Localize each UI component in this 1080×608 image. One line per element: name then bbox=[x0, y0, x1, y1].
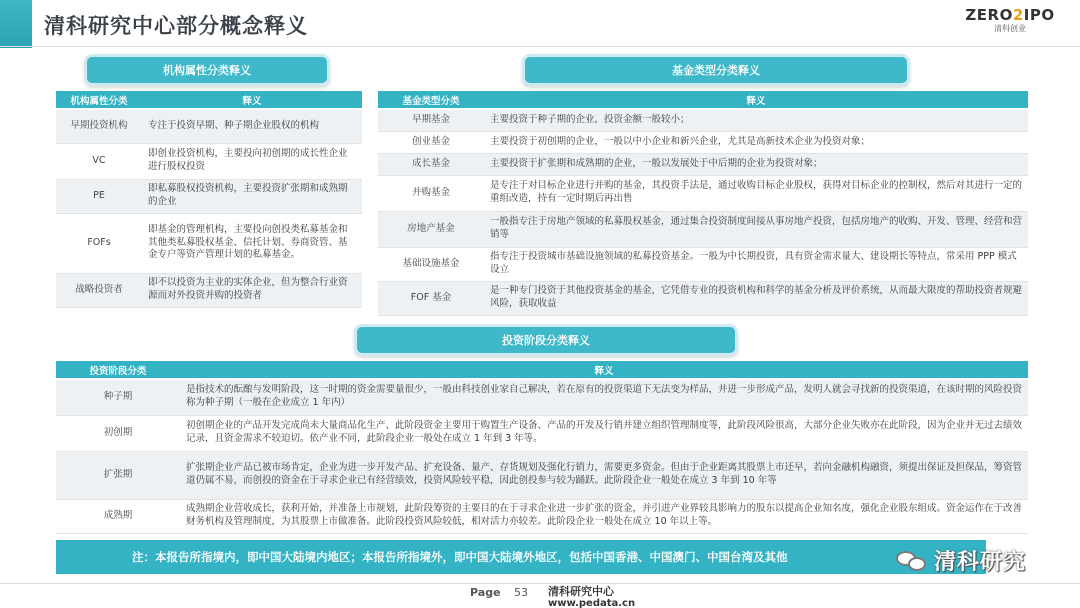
page-label: Page bbox=[470, 586, 501, 599]
table-header-row bbox=[378, 91, 1028, 109]
table-row bbox=[56, 213, 362, 273]
logo-text-mid: 2 bbox=[1012, 6, 1024, 24]
row-definition: 主要投资于扩张期和成熟期的企业，一般以发展处于中后期的企业为投资对象； bbox=[484, 153, 1028, 175]
title-divider bbox=[0, 46, 1080, 47]
footer-url: www.pedata.cn bbox=[548, 598, 636, 608]
footnote-banner: 注：本报告所指境内，即中国大陆境内地区；本报告所指境外，即中国大陆境外地区，包括中国香港、中国澳门、中国台湾及其他 bbox=[56, 540, 986, 574]
row-category: 战略投资者 bbox=[56, 273, 142, 307]
row-category: 种子期 bbox=[56, 379, 180, 415]
stage-table bbox=[56, 361, 1028, 534]
table-row bbox=[378, 153, 1028, 175]
row-definition: 即私募股权投资机构，主要投资扩张期和成熟期的企业 bbox=[142, 179, 362, 213]
column-header-category: 投资阶段分类 bbox=[56, 361, 180, 379]
column-header-category: 基金类型分类 bbox=[378, 91, 484, 109]
row-category: 基础设施基金 bbox=[378, 247, 484, 281]
row-category: 扩张期 bbox=[56, 451, 180, 499]
row-category: 初创期 bbox=[56, 415, 180, 451]
row-definition: 是一种专门投资于其他投资基金的基金，它凭借专业的投资机构和科学的基金分析及评价系统，从而最大限度的帮助投资者规避风险，获取收益 bbox=[484, 281, 1028, 315]
table-row bbox=[56, 273, 362, 307]
column-header-definition: 释义 bbox=[142, 91, 362, 109]
row-definition: 是专注于对目标企业进行并购的基金，其投资手法是，通过收购目标企业股权，获得对目标企业的控制权，然后对其进行一定的重组改造，持有一定时期后再出售 bbox=[484, 175, 1028, 211]
logo-text-right: IPO bbox=[1023, 6, 1055, 24]
table-row bbox=[378, 247, 1028, 281]
row-definition: 即基金的管理机构，主要投向创投类私募基金和其他类私募股权基金、信托计划、券商资管、基金专户等资产管理计划的私募基金。 bbox=[142, 213, 362, 273]
row-category: FOFs bbox=[56, 213, 142, 273]
table-header-row bbox=[56, 91, 362, 109]
page-title: 清科研究中心部分概念释义 bbox=[44, 14, 308, 38]
row-definition: 一般指专注于房地产领域的私募股权基金，通过集合投资制度间接从事房地产投资，包括房地产的收购、开发、管理、经营和营销等 bbox=[484, 211, 1028, 247]
table-row bbox=[56, 379, 1028, 415]
column-header-definition: 释义 bbox=[484, 91, 1028, 109]
column-header-category: 机构属性分类 bbox=[56, 91, 142, 109]
table-row bbox=[378, 281, 1028, 315]
title-accent-band bbox=[0, 0, 32, 48]
row-category: 早期投资机构 bbox=[56, 109, 142, 143]
table-row bbox=[378, 131, 1028, 153]
footer-brand-name: 清科研究中心 bbox=[548, 585, 614, 598]
footer-brand bbox=[548, 583, 635, 608]
row-category: 创业基金 bbox=[378, 131, 484, 153]
table-row bbox=[378, 211, 1028, 247]
row-category: 房地产基金 bbox=[378, 211, 484, 247]
table-row bbox=[56, 109, 362, 143]
column-header-definition: 释义 bbox=[180, 361, 1028, 379]
row-definition: 主要投资于种子期的企业，投资金额一般较小； bbox=[484, 109, 1028, 131]
row-category: PE bbox=[56, 179, 142, 213]
row-definition: 扩张期企业产品已被市场肯定，企业为进一步开发产品、扩充设备、量产、存货规划及强化行销力，需要更多资金。但由于企业距离其股票上市还早，若向金融机构融资，须提出保证及担保品，筹资管道仍属不易，而创投的资金在于寻求企业已有经营绩效，投资风险较平稳，因此创投参与较为踊跃。此阶段企业一般处在成立 3 年到 10 年等 bbox=[180, 451, 1028, 499]
table-row bbox=[378, 175, 1028, 211]
zero2ipo-logo bbox=[962, 6, 1058, 34]
row-definition: 成熟期企业营收成长，获利开始，并准备上市规划，此阶段筹资的主要目的在于寻求企业进一步扩张的资金，并引进产业界较具影响力的股东以提高企业知名度，强化企业股东组成。资金运作在于改善财务机构及管理制度，为其股票上市做准备。此阶段投资风险较低，相对活力亦较差。此阶段企业一般处在成立 10 年以上等。 bbox=[180, 499, 1028, 533]
page-number: 53 bbox=[514, 586, 528, 599]
table-row bbox=[56, 451, 1028, 499]
row-definition: 专注于投资早期、种子期企业股权的机构 bbox=[142, 109, 362, 143]
row-definition: 初创期企业的产品开发完成尚未大量商品化生产、此阶段资金主要用于购置生产设备、产品的开发及行销并建立组织管理制度等，此阶段风险很高，大部分企业失败亦在此阶段，因为企业并无过去绩效记录，且资金需求不较迫切。依产业不同，此阶段企业一般处在成立 1 年到 3 年等。 bbox=[180, 415, 1028, 451]
row-category: 并购基金 bbox=[378, 175, 484, 211]
row-category: VC bbox=[56, 143, 142, 179]
institution-table bbox=[56, 91, 362, 308]
row-definition: 是指技术的酝酿与发明阶段，这一时期的资金需要量很少，一般由科技创业家自己解决，若在原有的投资渠道下无法变为样品，并进一步形成产品，发明人就会寻找新的投资渠道，在该时期的风险投资称为种子期（一般在企业成立 1 年内） bbox=[180, 379, 1028, 415]
fund-section-heading: 基金类型分类释义 bbox=[522, 54, 910, 86]
row-definition: 主要投资于初创期的企业，一般以中小企业和新兴企业，尤其是高新技术企业为投资对象； bbox=[484, 131, 1028, 153]
row-category: FOF 基金 bbox=[378, 281, 484, 315]
row-category: 早期基金 bbox=[378, 109, 484, 131]
table-row bbox=[56, 179, 362, 213]
row-definition: 即不以投资为主业的实体企业，但为整合行业资源而对外投资并购的投资者 bbox=[142, 273, 362, 307]
watermark-text: 清科研究 bbox=[934, 550, 1027, 575]
row-definition: 即创业投资机构，主要投向初创期的成长性企业进行股权投资 bbox=[142, 143, 362, 179]
table-row bbox=[56, 415, 1028, 451]
institution-section-heading: 机构属性分类释义 bbox=[84, 54, 330, 86]
stage-section-heading: 投资阶段分类释义 bbox=[354, 324, 738, 356]
row-category: 成熟期 bbox=[56, 499, 180, 533]
table-row bbox=[378, 109, 1028, 131]
row-definition: 指专注于投资城市基础设施领域的私募投资基金。一般为中长期投资，具有资金需求量大、建设期长等特点，常采用 PPP 模式设立 bbox=[484, 247, 1028, 281]
logo-subtitle: 清科创业 bbox=[994, 24, 1026, 33]
wechat-watermark bbox=[896, 545, 1026, 576]
footer-divider bbox=[0, 583, 1080, 584]
table-row bbox=[56, 499, 1028, 533]
logo-text-left: ZERO bbox=[965, 6, 1013, 24]
table-row bbox=[56, 143, 362, 179]
row-category: 成长基金 bbox=[378, 153, 484, 175]
fund-table bbox=[378, 91, 1028, 316]
wechat-icon bbox=[896, 549, 928, 573]
table-header-row bbox=[56, 361, 1028, 379]
